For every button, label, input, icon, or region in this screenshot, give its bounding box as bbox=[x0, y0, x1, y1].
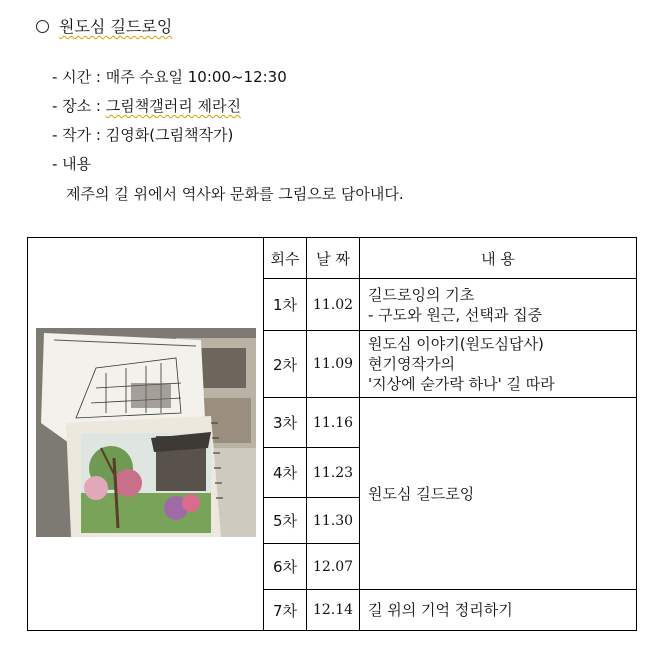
date-cell: 11.16 bbox=[307, 398, 360, 448]
round-cell: 2차 bbox=[264, 331, 307, 398]
photo-cell bbox=[28, 238, 264, 631]
info-place-name: 그림책갤러리 제라진 bbox=[105, 97, 241, 115]
content-line: - 구도와 원근, 선택과 집중 bbox=[368, 305, 543, 324]
section-title bbox=[36, 14, 172, 37]
content-cell bbox=[360, 590, 637, 631]
title-text: 원도심 길드로잉 bbox=[59, 17, 173, 36]
merged-content-cell: 원도심 길드로잉 bbox=[360, 398, 637, 590]
content-line: 길 위의 기억 정리하기 bbox=[368, 601, 513, 619]
date-cell: 12.07 bbox=[307, 544, 360, 590]
content-line: 현기영작가의 bbox=[368, 355, 455, 373]
content-line: '지상에 숟가락 하나' 길 따라 bbox=[368, 375, 555, 393]
date-cell: 11.09 bbox=[307, 331, 360, 398]
header-content: 내 용 bbox=[360, 238, 637, 279]
round-cell: 6차 bbox=[264, 544, 307, 590]
schedule-table bbox=[27, 237, 637, 631]
info-place bbox=[52, 95, 241, 116]
content-cell bbox=[360, 279, 637, 331]
round-cell: 3차 bbox=[264, 398, 307, 448]
info-content-text: 제주의 길 위에서 역사와 문화를 그림으로 담아내다. bbox=[66, 185, 404, 203]
round-cell: 5차 bbox=[264, 498, 307, 544]
info-place-label: - 장소 : bbox=[52, 97, 106, 115]
round-cell: 7차 bbox=[264, 590, 307, 631]
info-content-label: - 내용 bbox=[52, 155, 92, 173]
date-cell: 11.30 bbox=[307, 498, 360, 544]
round-cell: 4차 bbox=[264, 448, 307, 498]
content-cell bbox=[360, 331, 637, 398]
header-round: 회수 bbox=[264, 238, 307, 279]
content-line: 길드로잉의 기초 bbox=[368, 285, 475, 304]
round-cell: 1차 bbox=[264, 279, 307, 331]
content-line: 원도심 이야기(원도심답사) bbox=[368, 335, 544, 353]
table-header-row bbox=[28, 238, 637, 279]
sketchbook-photo bbox=[36, 328, 256, 537]
date-cell: 11.23 bbox=[307, 448, 360, 498]
info-time: - 시간 : 매주 수요일 10:00~12:30 bbox=[52, 68, 287, 86]
header-date: 날 짜 bbox=[307, 238, 360, 279]
date-cell: 11.02 bbox=[307, 279, 360, 331]
info-artist: - 작가 : 김영화(그림책작가) bbox=[52, 126, 234, 144]
circle-bullet-icon bbox=[36, 20, 49, 33]
date-cell: 12.14 bbox=[307, 590, 360, 631]
